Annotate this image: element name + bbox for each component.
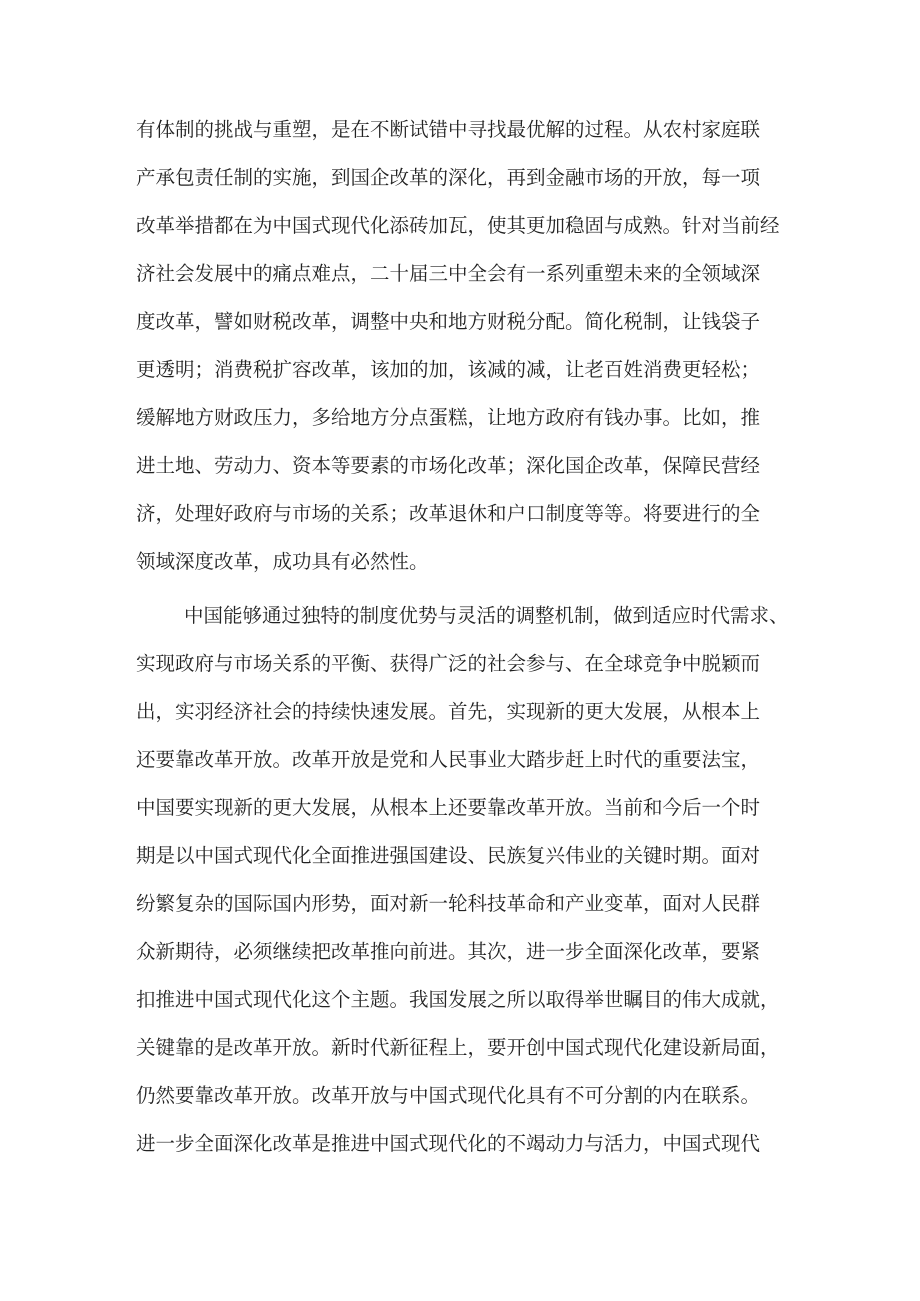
text-line: 出，实羽经济社会的持续快速发展。首先，实现新的更大发展，从根本上 xyxy=(136,700,761,723)
text-line: 济，处理好政府与市场的关系；改革退休和户口制度等等。将要进行的全 xyxy=(136,502,761,525)
text-line: 仍然要靠改革开放。改革开放与中国式现代化具有不可分割的内在联系。 xyxy=(136,1084,761,1107)
text-line: 进一步全面深化改革是推进中国式现代化的不竭动力与活力，中国式现代 xyxy=(136,1132,761,1155)
text-line: 度改革，譬如财税改革，调整中央和地方财税分配。简化税制，让钱袋子 xyxy=(136,310,761,333)
text-line: 还要靠改革开放。改革开放是党和人民事业大踏步赶上时代的重要法宝， xyxy=(136,748,761,771)
text-line: 中国要实现新的更大发展，从根本上还要靠改革开放。当前和今后一个时 xyxy=(136,796,761,819)
text-line: 济社会发展中的痛点难点，二十届三中全会有一系列重塑未来的全领域深 xyxy=(136,262,761,285)
text-line: 改革举措都在为中国式现代化添砖加瓦，使其更加稳固与成熟。针对当前经 xyxy=(136,214,780,237)
text-line: 产承包责任制的实施，到国企改革的深化，再到金融市场的开放，每一项 xyxy=(136,166,761,189)
text-line: 领域深度改革，成功具有必然性。 xyxy=(136,550,429,573)
text-line: 实现政府与市场关系的平衡、获得广泛的社会参与、在全球竞争中脱颖而 xyxy=(136,652,761,675)
text-line: 关键靠的是改革开放。新时代新征程上，要开创中国式现代化建设新局面， xyxy=(136,1036,780,1059)
text-line: 扣推进中国式现代化这个主题。我国发展之所以取得举世瞩目的伟大成就， xyxy=(136,988,780,1011)
text-line: 期是以中国式现代化全面推进强国建设、民族复兴伟业的关键时期。面对 xyxy=(136,844,761,867)
text-line: 中国能够通过独特的制度优势与灵活的调整机制，做到适应时代需求、 xyxy=(184,604,789,627)
text-line: 缓解地方财政压力，多给地方分点蛋糕，让地方政府有钱办事。比如，推 xyxy=(136,406,761,429)
text-line: 纷繁复杂的国际国内形势，面对新一轮科技革命和产业变革，面对人民群 xyxy=(136,892,761,915)
text-line: 众新期待，必须继续把改革推向前进。其次，进一步全面深化改革，要紧 xyxy=(136,940,761,963)
text-line: 更透明；消费税扩容改革，该加的加，该减的减，让老百姓消费更轻松； xyxy=(136,358,761,381)
text-line: 有体制的挑战与重塑，是在不断试错中寻找最优解的过程。从农村家庭联 xyxy=(136,118,761,141)
text-line: 进土地、劳动力、资本等要素的市场化改革；深化国企改革，保障民营经 xyxy=(136,454,761,477)
